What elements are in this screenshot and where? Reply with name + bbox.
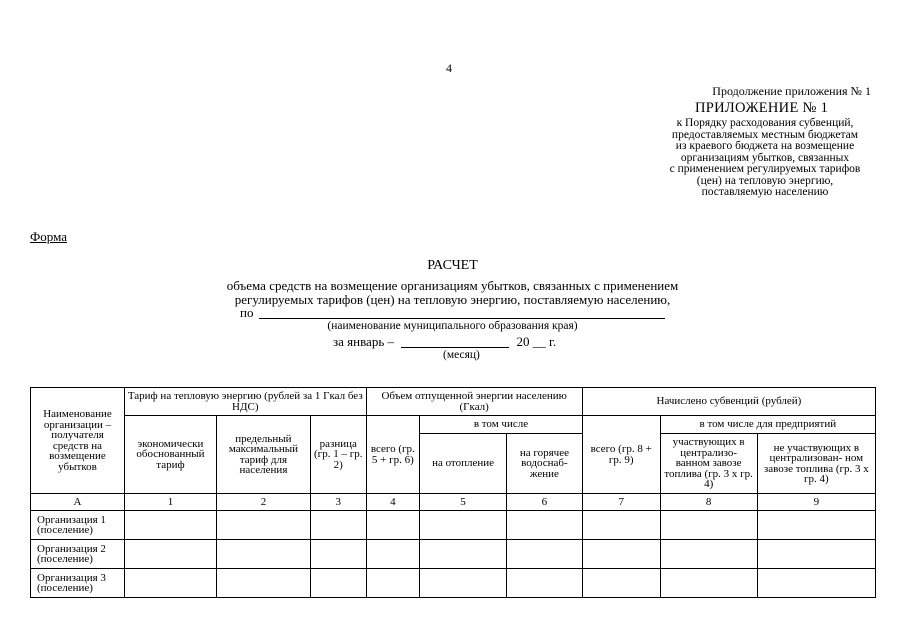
data-cell xyxy=(757,540,875,569)
table-row xyxy=(31,569,876,598)
data-cell xyxy=(582,540,660,569)
data-cell xyxy=(420,569,507,598)
month-hint: (месяц) xyxy=(443,349,480,361)
data-cell xyxy=(757,511,875,540)
document-title: РАСЧЕТ xyxy=(427,258,478,273)
header-enterprises-including: в том числе для предприятий xyxy=(660,416,875,434)
data-cell xyxy=(507,569,583,598)
subtitle-line-1: объема средств на возмещение организациям убытков, связанных с применением xyxy=(226,278,679,293)
header-not-centralized: не участвующих в централизован- ном завозе топлива (гр. 3 х гр. 4) xyxy=(757,434,875,494)
header-volume-total: всего (гр. 5 + гр. 6) xyxy=(366,416,420,494)
header-centralized: участвующих в централизо- ванном завозе топлива (гр. 3 х гр. 4) xyxy=(660,434,757,494)
subtitle-line-2: регулируемых тарифов (цен) на тепловую энергию, поставляемую населению, xyxy=(234,292,671,307)
header-hot-water: на горячее водоснаб- жение xyxy=(507,434,583,494)
appendix-line: (цен) на тепловую энергию, xyxy=(696,174,834,187)
header-volume-including: в том числе xyxy=(420,416,583,434)
continuation-note: Продолжение приложения № 1 xyxy=(712,84,871,98)
header-heating: на отопление xyxy=(420,434,507,494)
column-number: 5 xyxy=(420,494,507,511)
data-cell xyxy=(310,540,366,569)
period-prefix: за январь – xyxy=(333,334,395,349)
data-cell xyxy=(366,511,420,540)
data-cell xyxy=(124,569,216,598)
data-cell xyxy=(310,511,366,540)
header-org-name: Наименование организации – получателя средств на возмещение убытков xyxy=(31,388,125,494)
appendix-description xyxy=(640,118,890,199)
header-subsidy-group: Начислено субвенций (рублей) xyxy=(582,388,875,416)
month-blank-line xyxy=(401,347,509,348)
appendix-line: предоставляемых местным бюджетам xyxy=(671,128,859,141)
data-cell xyxy=(507,540,583,569)
calculation-table xyxy=(30,387,876,598)
data-cell xyxy=(366,540,420,569)
po-label: по xyxy=(240,305,254,320)
table-row xyxy=(31,540,876,569)
org-name-cell: Организация 2 (поселение) xyxy=(31,540,125,569)
data-cell xyxy=(582,569,660,598)
data-cell xyxy=(420,511,507,540)
table-row xyxy=(31,511,876,540)
data-cell xyxy=(660,511,757,540)
appendix-line: из краевого бюджета на возмещение xyxy=(675,140,855,152)
municipality-blank-line xyxy=(259,318,665,319)
header-volume-group: Объем отпущенной энергии населению (Гкал) xyxy=(366,388,582,416)
period-year: 20 __ г. xyxy=(516,334,557,349)
column-number: А xyxy=(31,494,125,511)
data-cell xyxy=(216,511,310,540)
column-number: 2 xyxy=(216,494,310,511)
appendix-line: организациям убытков, связанных xyxy=(680,151,850,164)
header-econ-tariff: экономически обоснованный тариф xyxy=(124,416,216,494)
period-row xyxy=(333,334,556,350)
data-cell xyxy=(660,540,757,569)
header-max-tariff: предельный максимальный тариф для населения xyxy=(216,416,310,494)
column-number-row xyxy=(31,494,876,511)
column-number: 4 xyxy=(366,494,420,511)
data-cell xyxy=(124,511,216,540)
data-cell xyxy=(582,511,660,540)
column-number: 1 xyxy=(124,494,216,511)
data-cell xyxy=(124,540,216,569)
org-name-cell: Организация 1 (поселение) xyxy=(31,511,125,540)
org-name-cell: Организация 3 (поселение) xyxy=(31,569,125,598)
column-number: 3 xyxy=(310,494,366,511)
form-label: Форма xyxy=(30,229,67,244)
appendix-title: ПРИЛОЖЕНИЕ № 1 xyxy=(695,100,829,116)
data-cell xyxy=(507,511,583,540)
data-cell xyxy=(216,569,310,598)
data-cell xyxy=(420,540,507,569)
appendix-line: с применением регулируемых тарифов xyxy=(669,163,861,175)
data-cell xyxy=(366,569,420,598)
column-number: 8 xyxy=(660,494,757,511)
column-number: 9 xyxy=(757,494,875,511)
appendix-line: к Порядку расходования субвенций, xyxy=(676,117,854,129)
column-number: 7 xyxy=(582,494,660,511)
page-number: 4 xyxy=(446,61,452,75)
data-cell xyxy=(757,569,875,598)
header-subsidy-total: всего (гр. 8 + гр. 9) xyxy=(582,416,660,494)
column-number: 6 xyxy=(507,494,583,511)
header-tariff-group: Тариф на тепловую энергию (рублей за 1 Гкал без НДС) xyxy=(124,388,366,416)
data-cell xyxy=(660,569,757,598)
data-cell xyxy=(216,540,310,569)
header-difference: разница (гр. 1 – гр. 2) xyxy=(310,416,366,494)
appendix-line: поставляемую населению xyxy=(701,186,829,198)
municipality-hint: (наименование муниципального образования края) xyxy=(327,320,578,332)
data-cell xyxy=(310,569,366,598)
